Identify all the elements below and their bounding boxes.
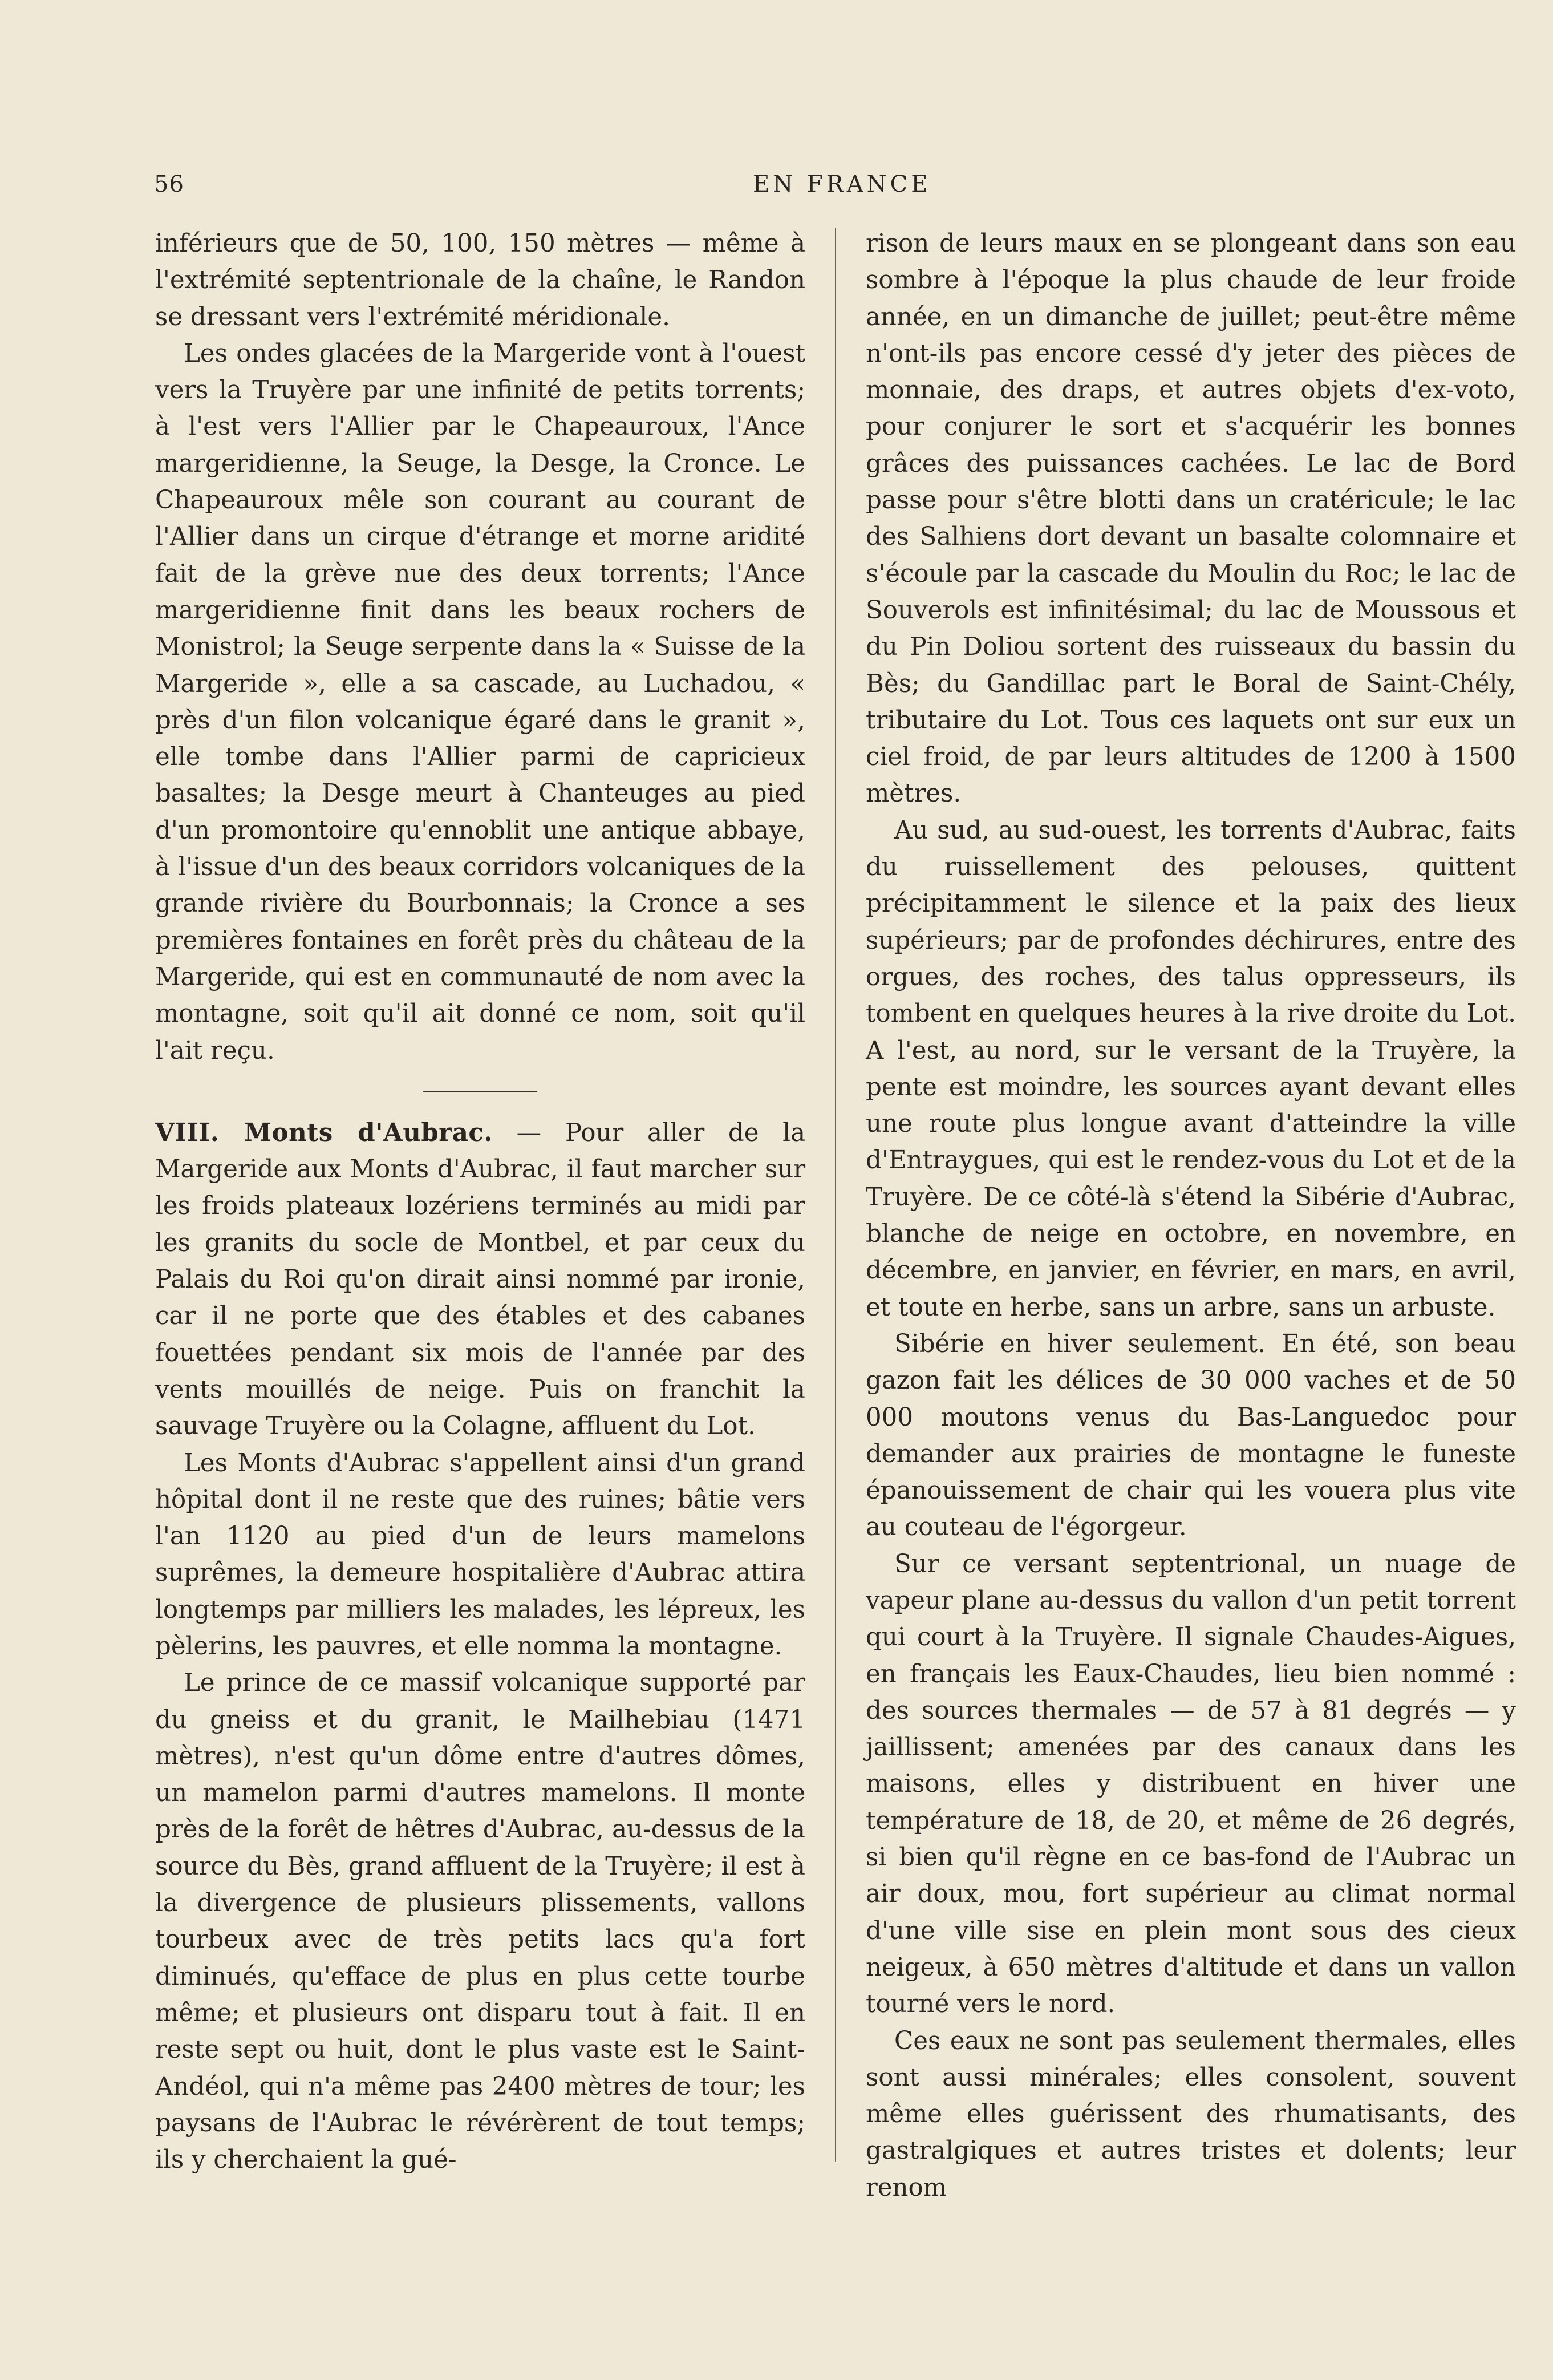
section-paragraph [155,1115,805,1445]
column-rule [835,228,836,2162]
section-paragraph-text: — Pour aller de la Margeride aux Monts d'Aubrac, il faut marcher sur les froids plateaux lozériens terminés au midi par les granits du socle de Montbel, et par ceux du Palais du Roi qu'on dirait ainsi nommé par ironie, car il ne porte que des étables et des cabanes fouettées pendant six mois de l'année par des vents mouillés de neige. Puis on franchit la sauvage Truyère ou la Colagne, affluent du Lot. [155,1118,805,1441]
page-header [154,171,1517,205]
left-paragraph-2: Les ondes glacées de la Margeride vont à l'ouest vers la Truyère par une infinité de petits torrents; à l'est vers l'Allier par le Chapeauroux, l'Ance margeridienne, la Seuge, la Desge, la Cronce. Le Chapeauroux mêle son courant au courant de l'Allier dans un cirque d'étrange et morne aridité fait de la grève nue des deux torrents; l'Ance margeridienne finit dans les beaux rochers de Monistrol; la Seuge serpente dans la « Suisse de la Margeride », elle a sa cascade, au Luchadou, « près d'un filon volcanique égaré dans le granit », elle tombe dans l'Allier parmi de capricieux basaltes; la Desge meurt à Chanteuges au pied d'un promontoire qu'ennoblit une antique abbaye, à l'issue d'un des beaux corridors volcaniques de la grande rivière du Bourbonnais; la Cronce a ses premières fontaines en forêt près du château de la Margeride, qui est en communauté de nom avec la montagne, soit qu'il ait donné ce nom, soit qu'il l'ait reçu. [155,339,805,1065]
left-paragraph-1: inférieurs que de 50, 100, 150 mètres — même à l'extrémité septentrionale de la chaîne, le Randon se dressant vers l'extrémité méridionale. [155,229,805,331]
left-paragraph-4: Les Monts d'Aubrac s'appellent ainsi d'un grand hôpital dont il ne reste que des ruines; bâtie vers l'an 1120 au pied d'un de leurs mamelons suprêmes, la demeure hospitalière d'Aubrac attira longtemps par milliers les malades, les lépreux, les pèlerins, les pauvres, et elle nomma la montagne. [155,1448,805,1661]
right-paragraph-3: Sibérie en hiver seulement. En été, son beau gazon fait les délices de 30 000 vaches et de 50 000 moutons venus du Bas-Languedoc pour demander aux prairies de montagne le funeste épanouissement de chair qui les vouera plus vite au couteau de l'égorgeur. [866,1329,1516,1542]
right-paragraph-2: Au sud, au sud-ouest, les torrents d'Aubrac, faits du ruissellement des pelouses, quittent précipitamment le silence et la paix des lieux supérieurs; par de profondes déchirures, entre des orgues, des roches, des talus oppresseurs, ils tombent en quelques heures à la rive droite du Lot. A l'est, au nord, sur le versant de la Truyère, la pente est moindre, les sources ayant devant elles une route plus longue avant d'atteindre la ville d'Entraygues, qui est le rendez-vous du Lot et de la Truyère. De ce côté-là s'étend la Sibérie d'Aubrac, blanche de neige en octobre, en novembre, en décembre, en janvier, en février, en mars, en avril, et toute en herbe, sans un arbre, sans un arbuste. [866,816,1516,1322]
right-paragraph-4: Sur ce versant septentrional, un nuage de vapeur plane au-dessus du vallon d'un petit torrent qui court à la Truyère. Il signale Chaudes-Aigues, en français les Eaux-Chaudes, lieu bien nommé : des sources thermales — de 57 à 81 degrés — y jaillissent; amenées par des canaux dans les maisons, elles y distribuent en hiver une température de 18, de 20, et même de 26 degrés, si bien qu'il règne en ce bas-fond de l'Aubrac un air doux, mou, fort supérieur au climat normal d'une ville sise en plein mont sous des cieux neigeux, à 650 mètres d'altitude et dans un vallon tourné vers le nord. [866,1549,1516,2019]
right-paragraph-1: rison de leurs maux en se plongeant dans son eau sombre à l'époque la plus chaude de leur froide année, en un dimanche de juillet; peut-être même n'ont-ils pas encore cessé d'y jeter des pièces de monnaie, des draps, et autres objets d'ex-voto, pour conjurer le sort et s'acquérir les bonnes grâces des puissances cachées. Le lac de Bord passe pour s'être blotti dans un cratéricule; le lac des Salhiens dort devant un basalte colomnaire et s'écoule par la cascade du Moulin du Roc; le lac de Souverols est infinitésimal; du lac de Moussous et du Pin Doliou sortent des ruisseaux du bassin du Bès; du Gandillac part le Boral de Saint-Chély, tributaire du Lot. Tous ces laquets ont sur eux un ciel froid, de par leurs altitudes de 1200 à 1500 mètres. [866,229,1516,808]
right-column [866,225,1516,2206]
section-heading: VIII. Monts d'Aubrac. [155,1118,493,1147]
left-paragraph-5: Le prince de ce massif volcanique supporté par du gneiss et du granit, le Mailhebiau (1471 mètres), n'est qu'un dôme entre d'autres dômes, un mamelon parmi d'autres mamelons. Il monte près de la forêt de hêtres d'Aubrac, au-dessus de la source du Bès, grand affluent de la Truyère; il est à la divergence de plusieurs plissements, vallons tourbeux avec de très petits lacs qu'a fort diminués, qu'efface de plus en plus cette tourbe même; et plusieurs ont disparu tout à fait. Il en reste sept ou huit, dont le plus vaste est le Saint-Andéol, qui n'a même pas 2400 mètres de tour; les paysans de l'Aubrac le révérèrent de tout temps; ils y cherchaient la gué- [155,1669,805,2175]
right-paragraph-5: Ces eaux ne sont pas seulement thermales, elles sont aussi minérales; elles consolent, souvent même elles guérissent des rhumatisants, des gastralgiques et autres tristes et dolents; leur renom [866,2026,1516,2202]
left-column [155,225,805,2178]
page-number: 56 [154,171,184,197]
running-head: EN FRANCE [753,171,931,197]
section-divider [423,1091,537,1092]
